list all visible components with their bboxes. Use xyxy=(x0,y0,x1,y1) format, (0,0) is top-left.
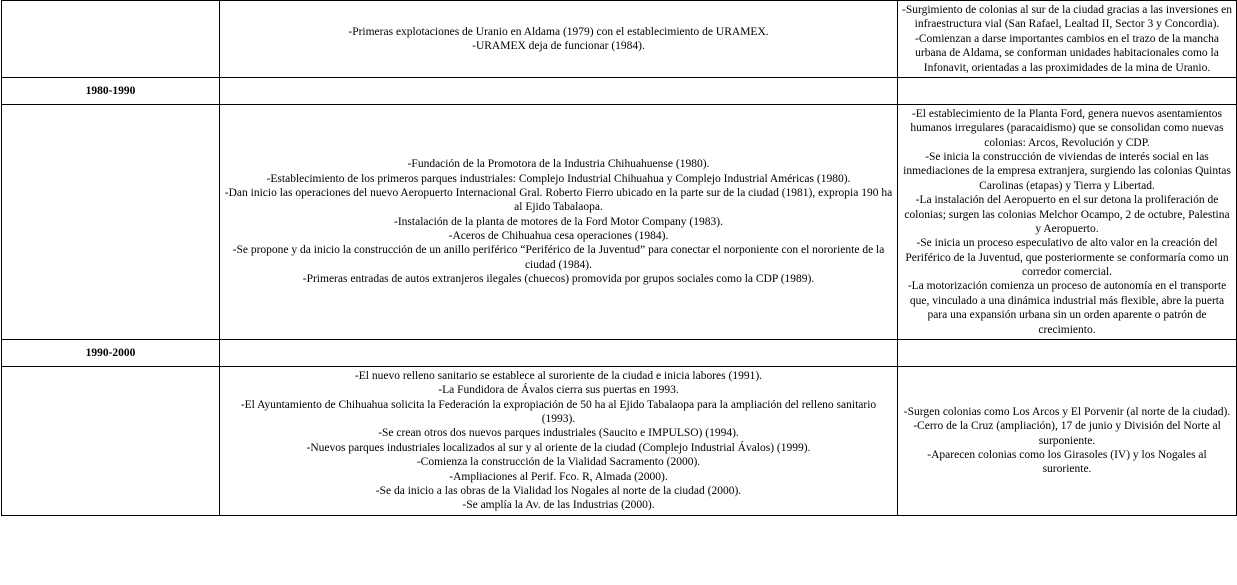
urban-line: -Cerro de la Cruz (ampliación), 17 de junio y División del Norte al surponiente. xyxy=(913,420,1221,447)
event-line: -Nuevos parques industriales localizados al sur y al oriente de la ciudad (Complejo Industrial Ávalos) (1999). xyxy=(306,441,811,454)
urban-cell xyxy=(898,1,1237,78)
urban-line: -La instalación del Aeropuerto en el sur detona la proliferación de colonias; surgen las colonias Melchor Ocampo, 2 de octubre, Palestina y Aeropuerto. xyxy=(904,194,1230,235)
table-row xyxy=(2,1,1237,78)
event-line: -Primeras entradas de autos extranjeros ilegales (chuecos) promovida por grupos sociales como la CDP (1989). xyxy=(302,273,815,286)
event-line: -Se crean otros dos nuevos parques industriales (Saucito e IMPULSO) (1994). xyxy=(378,427,739,440)
table-row xyxy=(2,366,1237,515)
period-cell xyxy=(2,366,220,515)
urban-cell xyxy=(898,366,1237,515)
timeline-table-body xyxy=(2,1,1237,516)
events-cell xyxy=(220,77,898,104)
event-line: -URAMEX deja de funcionar (1984). xyxy=(472,39,645,52)
event-line: -Dan inicio las operaciones del nuevo Aeropuerto Internacional Gral. Roberto Fierro ubicado en la parte sur de la ciudad (1981), expropia 190 ha al Ejido Tabalaopa. xyxy=(224,186,893,214)
period-cell xyxy=(2,1,220,78)
events-cell xyxy=(220,366,898,515)
event-line: -La Fundidora de Ávalos cierra sus puertas en 1993. xyxy=(438,384,679,397)
event-line: -Establecimiento de los primeros parques industriales: Complejo Industrial Chihuahua y Complejo Industrial Américas (1980). xyxy=(266,172,851,185)
urban-line: -El establecimiento de la Planta Ford, genera nuevos asentamientos humanos irregulares (paracaidismo) que se consolidan como nuevas colonias: Arcos, Revolución y CDP. xyxy=(910,107,1224,149)
urban-line: -Surgimiento de colonias al sur de la ciudad gracias a las inversiones en infraestructura vial (San Rafael, Lealtad II, Sector 3 y Concordia). xyxy=(902,4,1232,31)
events-cell xyxy=(220,104,898,339)
urban-cell xyxy=(898,104,1237,339)
table-row xyxy=(2,77,1237,104)
event-line: -Comienza la construcción de la Vialidad Sacramento (2000). xyxy=(416,456,701,469)
event-line: -El nuevo relleno sanitario se establece al suroriente de la ciudad e inicia labores (1991). xyxy=(354,369,763,382)
events-cell xyxy=(220,339,898,366)
event-line: -Se da inicio a las obras de la Vialidad los Nogales al norte de la ciudad (2000). xyxy=(375,484,742,497)
urban-cell xyxy=(898,77,1237,104)
event-line: -Fundación de la Promotora de la Industria Chihuahuense (1980). xyxy=(407,158,710,171)
event-line: -El Ayuntamiento de Chihuahua solicita la Federación la expropiación de 50 ha al Ejido Tabalaopa para la ampliación del relleno sanitario (1993). xyxy=(240,398,877,425)
urban-line: -Aparecen colonias como los Girasoles (IV) y los Nogales al suroriente. xyxy=(927,448,1207,476)
event-line: -Instalación de la planta de motores de la Ford Motor Company (1983). xyxy=(394,215,723,228)
timeline-table xyxy=(1,0,1237,516)
urban-line: -Surgen colonias como Los Arcos y El Porvenir (al norte de la ciudad). xyxy=(903,405,1231,418)
event-line: -Se amplía la Av. de las Industrias (2000). xyxy=(462,499,655,512)
period-cell: 1980-1990 xyxy=(2,77,220,104)
urban-line: -Se inicia la construcción de viviendas de interés social en las inmediaciones de la empresa extranjera, surgiendo las colonias Quintas Carolinas (etapas) y Tierra y Libertad. xyxy=(903,151,1231,192)
period-cell: 1990-2000 xyxy=(2,339,220,366)
table-row xyxy=(2,339,1237,366)
event-line: -Primeras explotaciones de Uranio en Aldama (1979) con el establecimiento de URAMEX. xyxy=(348,25,769,38)
event-line: -Ampliaciones al Perif. Fco. R, Almada (2000). xyxy=(449,470,668,483)
period-cell xyxy=(2,104,220,339)
event-line: -Se propone y da inicio la construcción de un anillo periférico “Periférico de la Juventud” para conectar el norponiente con el nororiente de la ciudad (1984). xyxy=(232,244,885,271)
event-line: -Aceros de Chihuahua cesa operaciones (1984). xyxy=(448,230,669,243)
events-cell xyxy=(220,1,898,78)
urban-line: -La motorización comienza un proceso de autonomía en el transporte que, vinculado a una dinámica industrial más flexible, abre la puerta para una expansión urbana sin un orden aparente o patrón de crecimiento. xyxy=(907,280,1227,336)
urban-line: -Se inicia un proceso especulativo de alto valor en la creación del Periférico de la Juventud, que posteriormente se conformaría como un corredor comercial. xyxy=(905,237,1229,278)
urban-cell xyxy=(898,339,1237,366)
urban-line: -Comienzan a darse importantes cambios en el trazo de la mancha urbana de Aldama, se conforman unidades habitacionales como la Infonavit, orientadas a las proximidades de la mina de Uranio. xyxy=(915,32,1219,74)
table-row xyxy=(2,104,1237,339)
